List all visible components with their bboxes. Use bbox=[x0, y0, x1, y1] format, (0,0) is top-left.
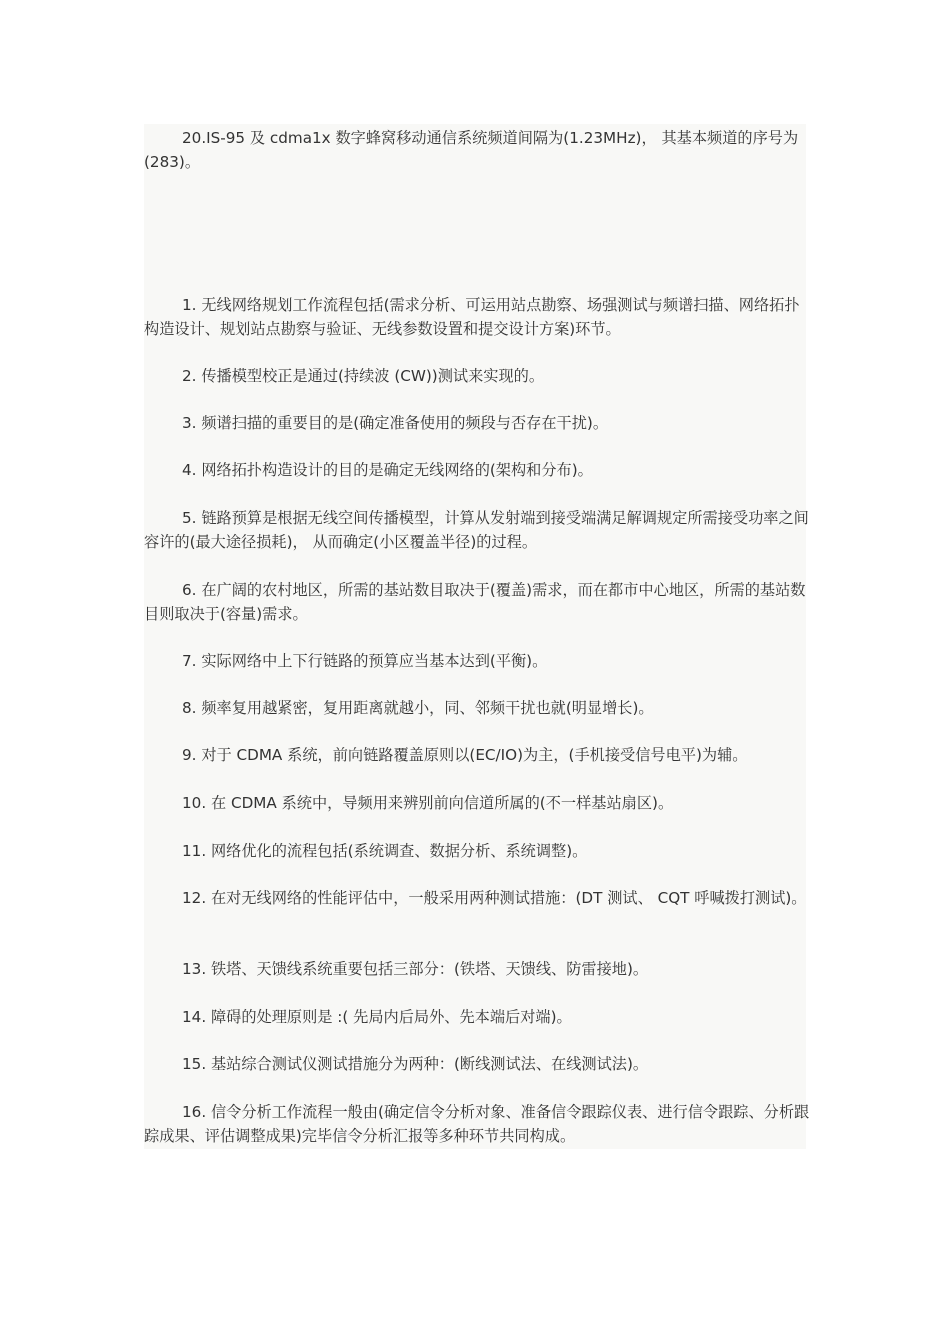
paragraph-16: 16. 信令分析工作流程一般由(确定信令分析对象、准备信令跟踪仪表、进行信令跟踪、分析跟踪成果、评估调整成果)完毕信令分析汇报等多种环节共同构成。 bbox=[144, 1103, 810, 1145]
paragraph-q20: 20.IS-95 及 cdma1x 数字蜂窝移动通信系统频道间隔为(1.23MHz)， 其基本频道的序号为(283)。 bbox=[144, 129, 799, 171]
paragraph-11: 11. 网络优化的流程包括(系统调查、数据分析、系统调整)。 bbox=[182, 842, 588, 860]
paragraph-2: 2. 传播模型校正是通过(持续波 (CW))测试来实现的。 bbox=[182, 367, 545, 385]
paragraph-13: 13. 铁塔、天馈线系统重要包括三部分：(铁塔、天馈线、防雷接地)。 bbox=[182, 960, 649, 978]
paragraph-15: 15. 基站综合测试仪测试措施分为两种：(断线测试法、在线测试法)。 bbox=[182, 1055, 649, 1073]
paragraph-4: 4. 网络拓扑构造设计的目的是确定无线网络的(架构和分布)。 bbox=[182, 461, 593, 479]
paragraph-1: 1. 无线网络规划工作流程包括(需求分析、可运用站点勘察、场强测试与频谱扫描、网络拓扑构造设计、规划站点勘察与验证、无线参数设置和提交设计方案)环节。 bbox=[144, 296, 800, 338]
paragraph-10: 10. 在 CDMA 系统中，导频用来辨别前向信道所属的(不一样基站扇区)。 bbox=[182, 794, 674, 812]
paragraph-3: 3. 频谱扫描的重要目的是(确定准备使用的频段与否存在干扰)。 bbox=[182, 414, 609, 432]
paragraph-7: 7. 实际网络中上下行链路的预算应当基本达到(平衡)。 bbox=[182, 652, 548, 670]
paragraph-12: 12. 在对无线网络的性能评估中，一般采用两种测试措施：(DT 测试、 CQT 呼喊拨打测试)。 bbox=[182, 889, 807, 907]
paragraph-8: 8. 频率复用越紧密，复用距离就越小，同、邻频干扰也就(明显增长)。 bbox=[182, 699, 654, 717]
document-body bbox=[144, 124, 810, 1149]
paragraph-9: 9. 对于 CDMA 系统，前向链路覆盖原则以(EC/IO)为主，(手机接受信号电平)为辅。 bbox=[182, 746, 748, 764]
paragraph-5: 5. 链路预算是根据无线空间传播模型，计算从发射端到接受端满足解调规定所需接受功率之间容许的(最大途径损耗)， 从而确定(小区覆盖半径)的过程。 bbox=[144, 509, 809, 551]
paragraph-14: 14. 障碍的处理原则是 :( 先局内后局外、先本端后对端)。 bbox=[182, 1008, 572, 1026]
paragraph-6: 6. 在广阔的农村地区，所需的基站数目取决于(覆盖)需求，而在都市中心地区，所需的基站数目则取决于(容量)需求。 bbox=[144, 581, 806, 623]
